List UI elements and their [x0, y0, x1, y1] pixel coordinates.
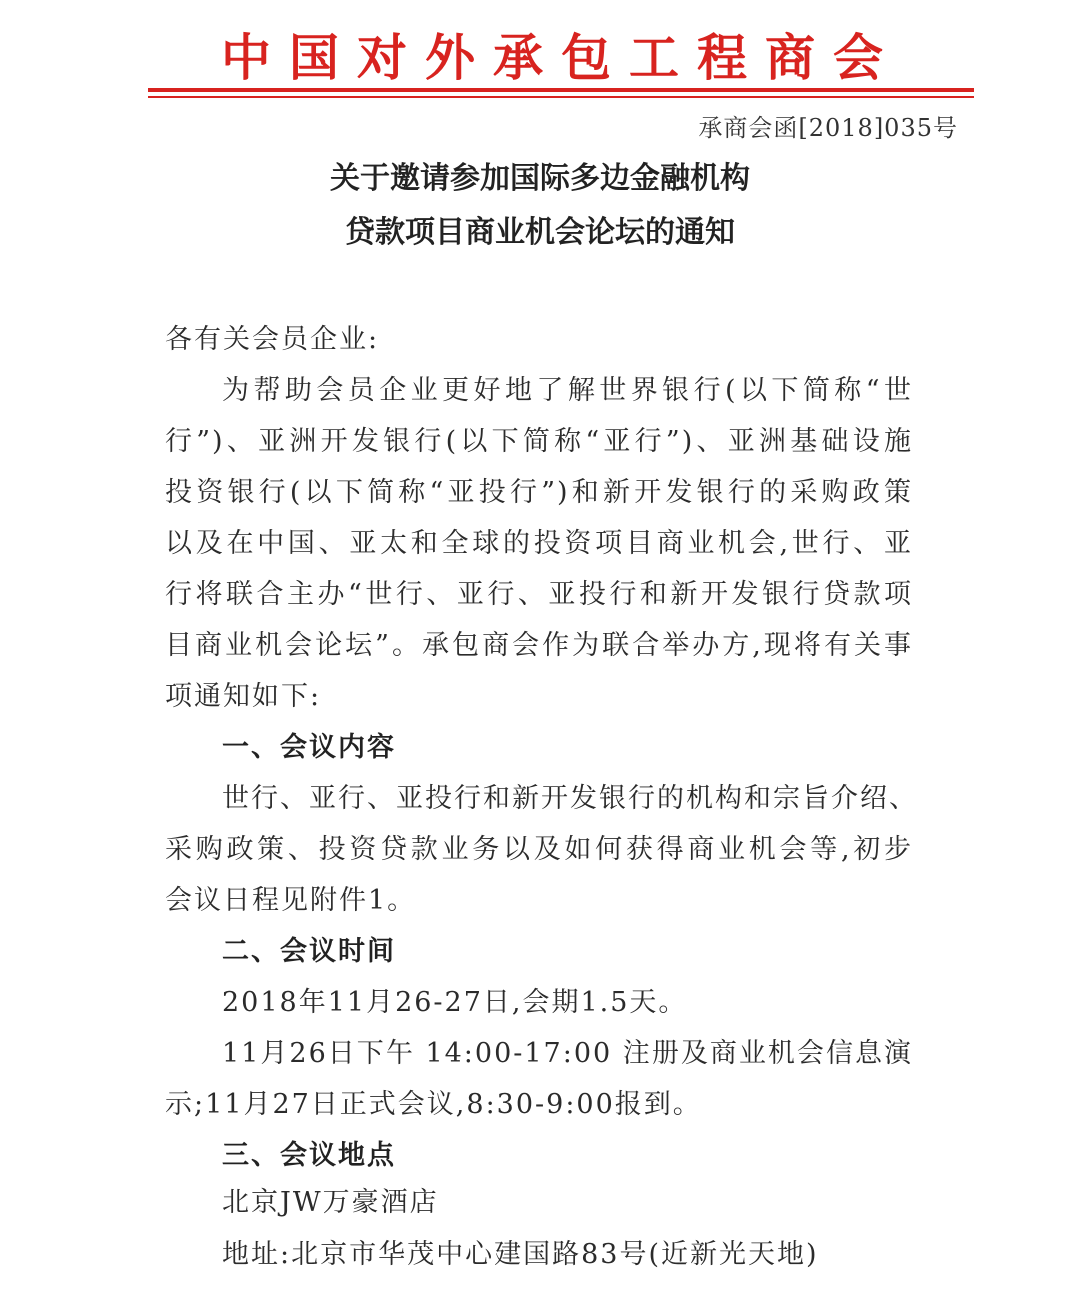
- section1-line: 会议日程见附件1。: [165, 885, 417, 916]
- section1-line: 采购政策、投资贷款业务以及如何获得商业机会等,初步: [165, 834, 913, 865]
- intro-line: 项通知如下:: [165, 681, 322, 712]
- letterhead-rule-thin: [148, 96, 974, 98]
- intro-line: 目商业机会论坛”。承包商会作为联合举办方,现将有关事: [165, 630, 913, 661]
- document-number: 承商会函[2018]035号: [698, 114, 958, 142]
- section1-line: 世行、亚行、亚投行和新开发银行的机构和宗旨介绍、: [222, 783, 918, 814]
- section2-line: 11月26日下午 14:00-17:00 注册及商业机会信息演: [222, 1038, 913, 1069]
- intro-line: 投资银行(以下简称“亚投行”)和新开发银行的采购政策: [165, 477, 913, 508]
- title-line-1: 关于邀请参加国际多边金融机构: [330, 161, 750, 196]
- title-line-2: 贷款项目商业机会论坛的通知: [345, 215, 735, 250]
- section-heading-venue: 三、会议地点: [222, 1140, 396, 1171]
- letterhead-rule-thick: [148, 88, 974, 92]
- intro-line: 以及在中国、亚太和全球的投资项目商业机会,世行、亚: [165, 528, 913, 559]
- salutation: 各有关会员企业:: [165, 324, 380, 355]
- section2-line: 示;11月27日正式会议,8:30-9:00报到。: [165, 1089, 702, 1120]
- section-heading-content: 一、会议内容: [222, 732, 396, 763]
- section2-line: 2018年11月26-27日,会期1.5天。: [222, 987, 688, 1018]
- venue-name: 北京JW万豪酒店: [222, 1187, 439, 1218]
- letterhead-org-name: 中国对外承包工程商会: [221, 28, 901, 87]
- section-heading-time: 二、会议时间: [222, 936, 396, 967]
- intro-line: 为帮助会员企业更好地了解世界银行(以下简称“世: [222, 375, 913, 406]
- intro-line: 行”)、亚洲开发银行(以下简称“亚行”)、亚洲基础设施: [165, 426, 913, 457]
- intro-line: 行将联合主办“世行、亚行、亚投行和新开发银行贷款项: [165, 579, 913, 610]
- venue-address: 地址:北京市华茂中心建国路83号(近新光天地): [222, 1239, 819, 1270]
